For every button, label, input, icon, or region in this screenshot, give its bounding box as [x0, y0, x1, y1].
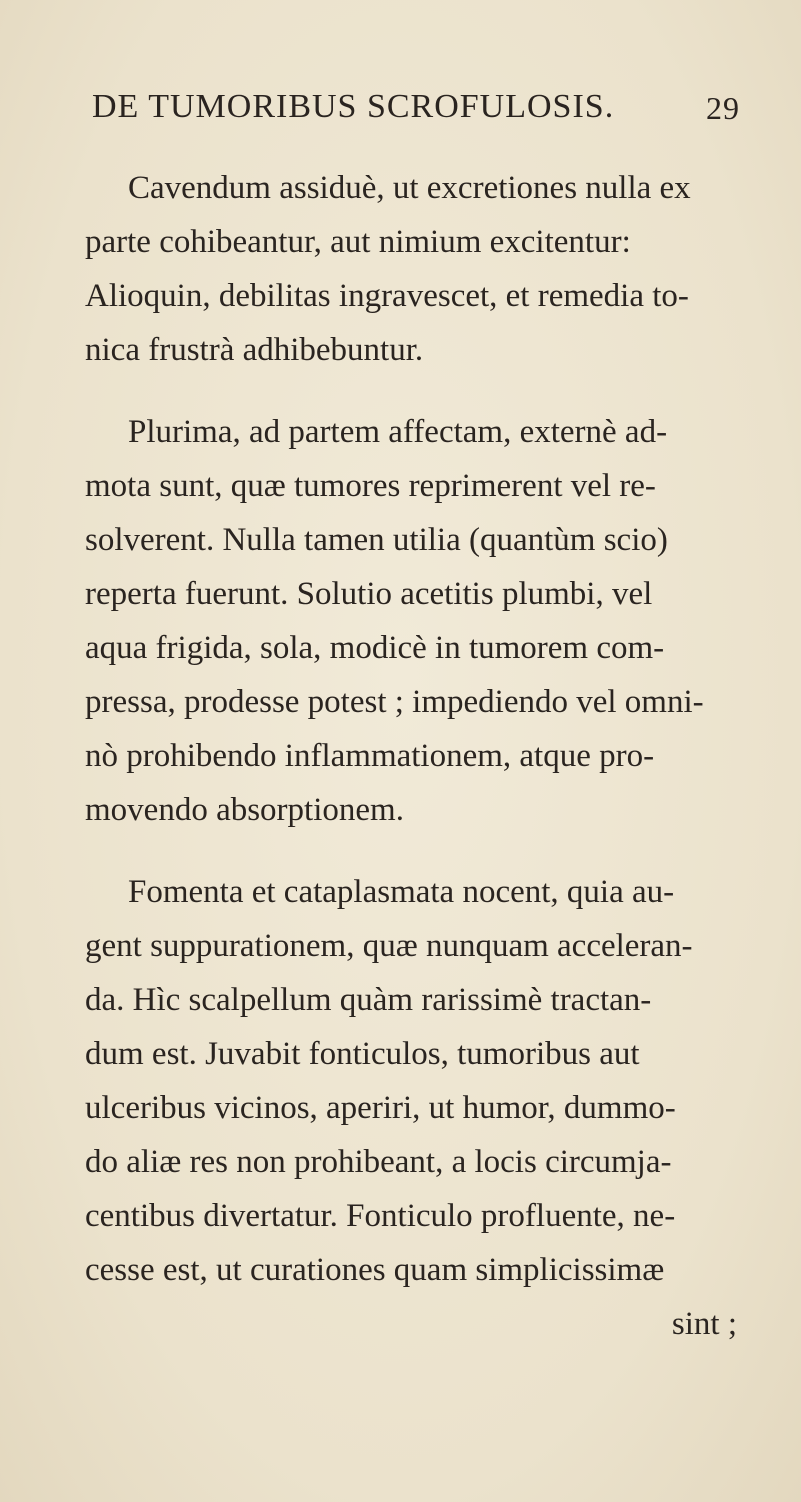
text-line: Plurima, ad partem affectam, externè ad- — [128, 414, 668, 450]
running-title: DE TUMORIBUS SCROFULOSIS. — [92, 88, 615, 125]
text-line: nica frustrà adhibebuntur. — [85, 332, 424, 368]
text-line: solverent. Nulla tamen utilia (quantùm scio) — [85, 522, 668, 558]
text-line: da. Hìc scalpellum quàm rarissimè tractan- — [85, 982, 652, 1018]
text-line: cesse est, ut curationes quam simplicissimæ — [85, 1252, 665, 1288]
page-number: 29 — [706, 90, 740, 126]
text-line: dum est. Juvabit fonticulos, tumoribus aut — [85, 1036, 640, 1072]
text-line: mota sunt, quæ tumores reprimerent vel re- — [85, 468, 656, 504]
text-line: do aliæ res non prohibeant, a locis circumja- — [85, 1144, 672, 1180]
text-line: gent suppurationem, quæ nunquam acceleran- — [85, 928, 693, 964]
text-line: ulceribus vicinos, aperiri, ut humor, dummo- — [85, 1090, 676, 1126]
catchword: sint ; — [671, 1306, 737, 1342]
text-line: aqua frigida, sola, modicè in tumorem com- — [85, 630, 665, 666]
text-line: reperta fuerunt. Solutio acetitis plumbi, vel — [85, 576, 653, 612]
text-line: centibus divertatur. Fonticulo profluente, ne- — [85, 1198, 676, 1234]
text-line: nò prohibendo inflammationem, atque pro- — [85, 738, 655, 774]
text-line: movendo absorptionem. — [85, 792, 404, 828]
text-line: parte cohibeantur, aut nimium excitentur: — [85, 224, 631, 260]
running-header — [92, 88, 740, 126]
text-line: Fomenta et cataplasmata nocent, quia au- — [128, 874, 675, 910]
text-line: pressa, prodesse potest ; impediendo vel omni- — [85, 684, 704, 720]
text-line: Cavendum assiduè, ut excretiones nulla ex — [128, 170, 691, 206]
text-line: Alioquin, debilitas ingravescet, et remedia to- — [85, 278, 689, 314]
